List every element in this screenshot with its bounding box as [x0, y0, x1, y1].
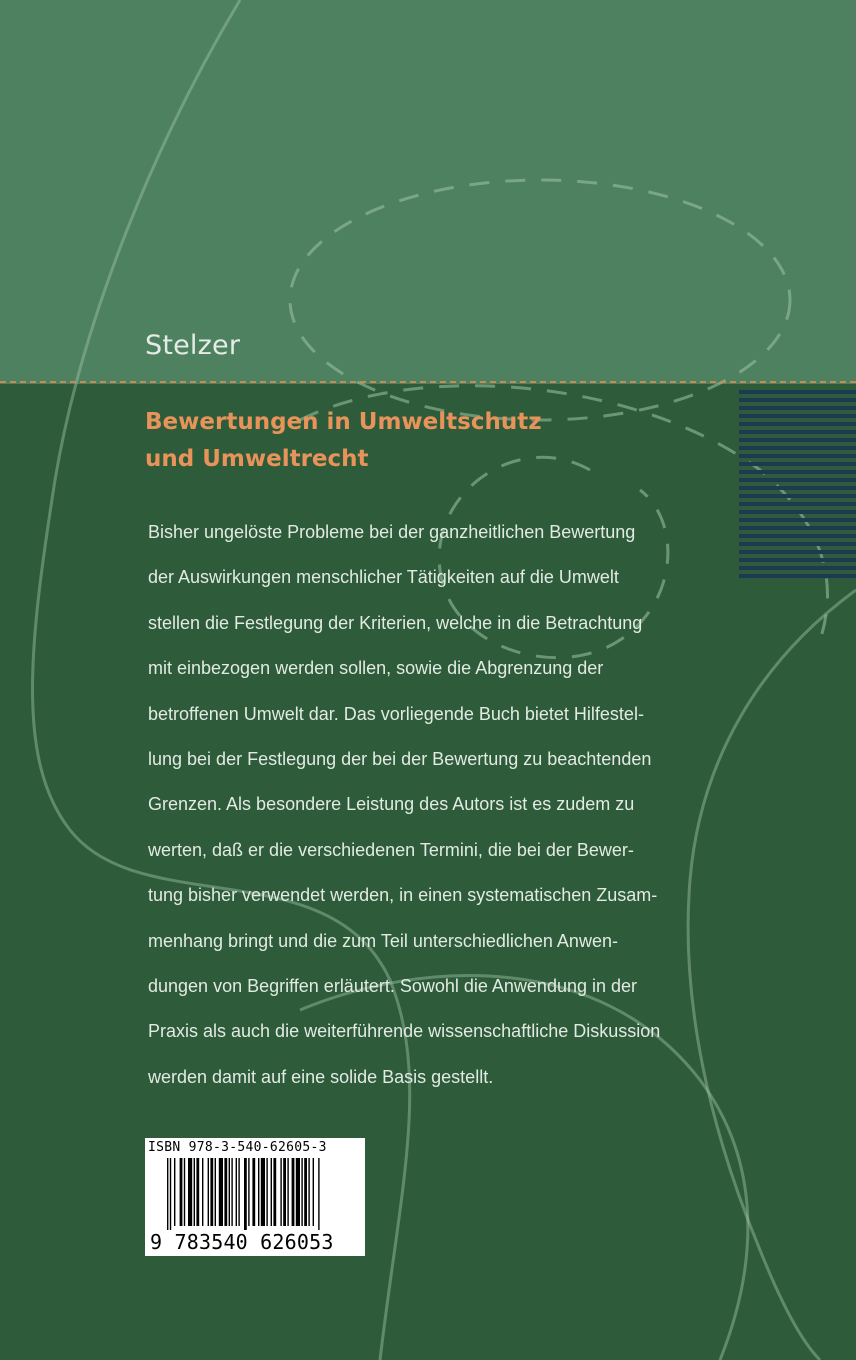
blurb-line: betroffenen Umwelt dar. Das vorliegende Buch bietet Hilfestel- — [148, 703, 644, 724]
top-panel — [0, 0, 856, 384]
barcode-bar — [248, 1158, 249, 1226]
barcode-bar — [215, 1158, 216, 1226]
barcode-bar — [252, 1158, 255, 1226]
barcode-bar — [287, 1158, 288, 1226]
isbn-barcode — [145, 1138, 365, 1256]
isbn-label: ISBN 978-3-540-62605-3 — [148, 1140, 327, 1155]
barcode-bar — [229, 1158, 230, 1226]
blurb-line: der Auswirkungen menschlicher Tätigkeiten auf die Umwelt — [148, 567, 619, 588]
barcode-bar — [244, 1158, 247, 1230]
blurb-line: werten, daß er die verschiedenen Termini, die bei der Bewer- — [148, 839, 634, 860]
barcode-bar — [273, 1158, 276, 1226]
barcode-bar — [280, 1158, 281, 1226]
title-line: und Umweltrecht — [145, 446, 369, 472]
barcode-bar — [174, 1158, 175, 1226]
barcode-bar — [170, 1158, 171, 1230]
barcode-bar — [301, 1158, 302, 1226]
barcode-bar — [194, 1158, 195, 1226]
barcode-bars — [167, 1158, 357, 1230]
blurb-line: tung bisher verwendet werden, in einen systematischen Zusam- — [148, 885, 658, 906]
barcode-bar — [188, 1158, 192, 1226]
blurb-line: stellen die Festlegung der Kriterien, welche in die Betrachtung — [148, 612, 643, 633]
barcode-bar — [236, 1158, 237, 1226]
blurb-line: lung bei der Festlegung der bei der Bewertung zu beachtenden — [148, 749, 652, 770]
barcode-bar — [210, 1158, 213, 1226]
blurb-line: menhang bringt und die zum Teil unterschiedlichen Anwen- — [148, 930, 618, 951]
book-title — [145, 404, 542, 478]
barcode-bar — [208, 1158, 209, 1226]
barcode-bar — [292, 1158, 295, 1226]
barcode-bar — [184, 1158, 185, 1226]
section-divider — [0, 381, 856, 383]
barcode-bar — [202, 1158, 203, 1226]
title-line: Bewertungen in Umweltschutz — [145, 409, 542, 435]
stripe-block — [739, 390, 856, 582]
blurb-line: werden damit auf eine solide Basis gestellt. — [148, 1066, 494, 1087]
barcode-bar — [219, 1158, 223, 1226]
blurb-line: Praxis als auch die weiterführende wissenschaftliche Diskussion — [148, 1021, 661, 1042]
barcode-bar — [167, 1158, 168, 1230]
ean-number: 9 783540 626053 — [150, 1230, 334, 1254]
barcode-bar — [261, 1158, 265, 1226]
barcode-bar — [266, 1158, 267, 1226]
barcode-bar — [308, 1158, 309, 1226]
blurb-line: dungen von Begriffen erläutert. Sowohl die Anwendung in der — [148, 976, 638, 997]
barcode-bar — [283, 1158, 286, 1226]
barcode-bar — [231, 1158, 232, 1226]
blurb-text — [148, 510, 678, 1100]
blurb-line: Grenzen. Als besondere Leistung des Autors ist es zudem zu — [148, 794, 635, 815]
barcode-bar — [258, 1158, 259, 1226]
barcode-bar — [238, 1158, 239, 1226]
barcode-bar — [271, 1158, 272, 1226]
author-name: Stelzer — [145, 330, 241, 361]
blurb-line: mit einbezogen werden sollen, sowie die Abgrenzung der — [148, 658, 604, 679]
barcode-bar — [304, 1158, 307, 1226]
barcode-bar — [318, 1158, 319, 1230]
blurb-line: Bisher ungelöste Probleme bei der ganzheitlichen Bewertung — [148, 522, 636, 542]
barcode-bar — [180, 1158, 183, 1226]
barcode-bar — [196, 1158, 199, 1226]
barcode-bar — [313, 1158, 314, 1226]
barcode-bar — [224, 1158, 227, 1226]
barcode-bar — [296, 1158, 300, 1226]
